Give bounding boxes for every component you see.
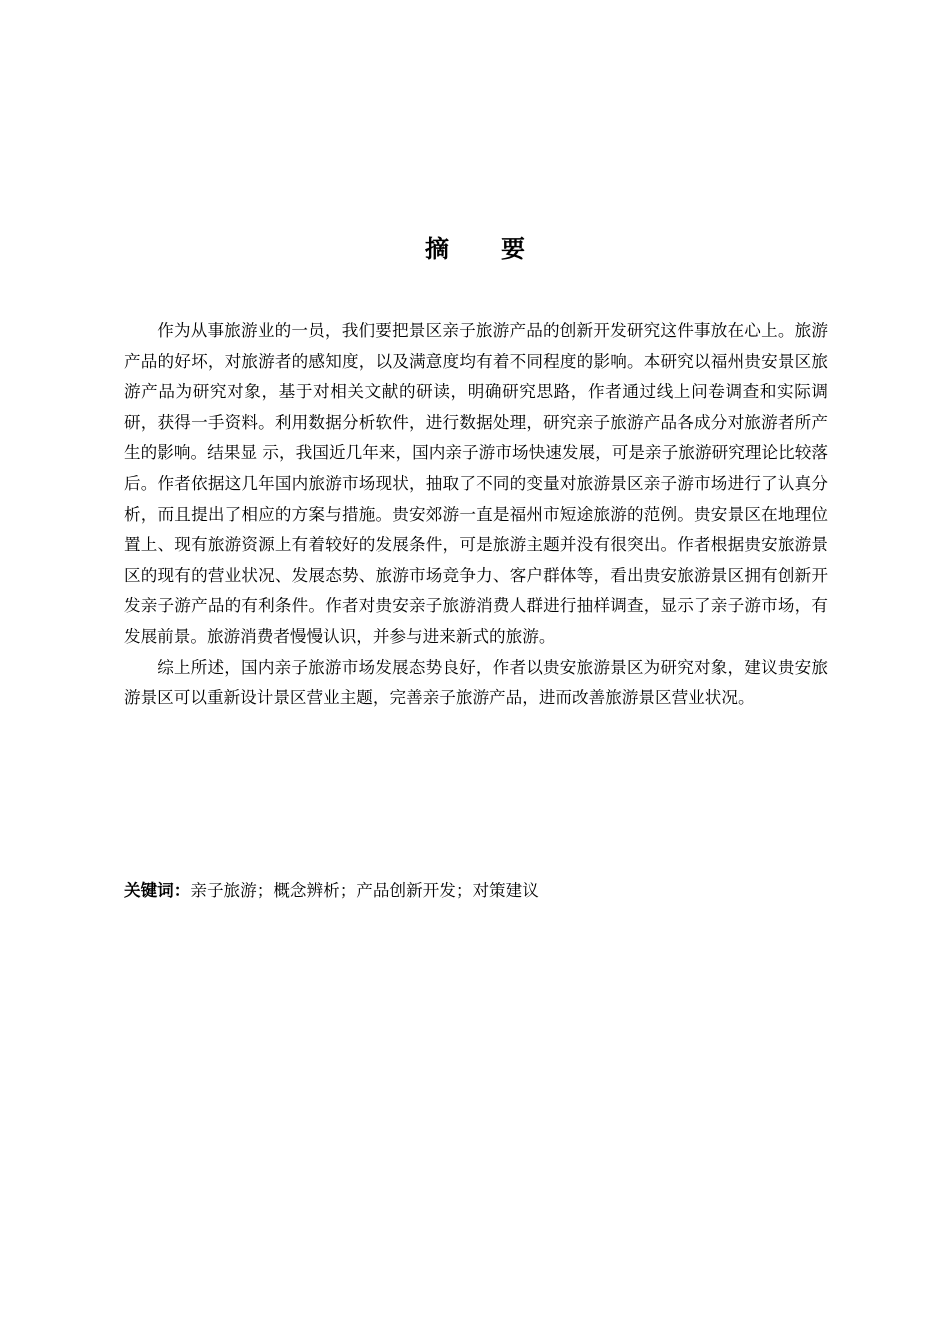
abstract-body bbox=[124, 316, 828, 714]
keywords-line bbox=[124, 876, 828, 906]
abstract-title-first: 摘 bbox=[425, 235, 449, 263]
abstract-paragraph-2: 综上所述，国内亲子旅游市场发展态势良好，作者以贵安旅游景区为研究对象，建议贵安旅游景区可以重新设计景区营业主题，完善亲子旅游产品，进而改善旅游景区营业状况。 bbox=[124, 657, 828, 708]
abstract-paragraph-1: 作为从事旅游业的一员，我们要把景区亲子旅游产品的创新开发研究这件事放在心上。旅游产品的好坏，对旅游者的感知度，以及满意度均有着不同程度的影响。本研究以福州贵安景区旅游产品为研究对象，基于对相关文献的研读，明确研究思路，作者通过线上问卷调查和实际调研，获得一手资料。利用数据分析软件，进行数据处理，研究亲子旅游产品各成分对旅游者所产生的影响。结果显 示，我国近几年来，国内亲子游市场快速发展，可是亲子旅游研究理论比较落后。作者依据这几年国内旅游市场现状，抽取了不同的变量对旅游景区亲子游市场进行了认真分析，而且提出了相应的方案与措施。贵安郊游一直是福州市短途旅游的范例。贵安景区在地理位置上、现有旅游资源上有着较好的发展条件，可是旅游主题并没有很突出。作者根据贵安旅游景区的现有的营业状况、发展态势、旅游市场竞争力、客户群体等，看出贵安旅游景区拥有创新开发亲子游产品的有利条件。作者对贵安亲子旅游消费人群进行抽样调查，显示了亲子游市场，有发展前景。旅游消费者慢慢认识，并参与进来新式的旅游。 bbox=[124, 321, 828, 646]
abstract-title-second: 要 bbox=[501, 235, 525, 263]
keywords-text: 亲子旅游；概念辨析；产品创新开发；对策建议 bbox=[190, 881, 539, 900]
abstract-title bbox=[0, 232, 950, 266]
keywords-label: 关键词： bbox=[124, 881, 191, 900]
